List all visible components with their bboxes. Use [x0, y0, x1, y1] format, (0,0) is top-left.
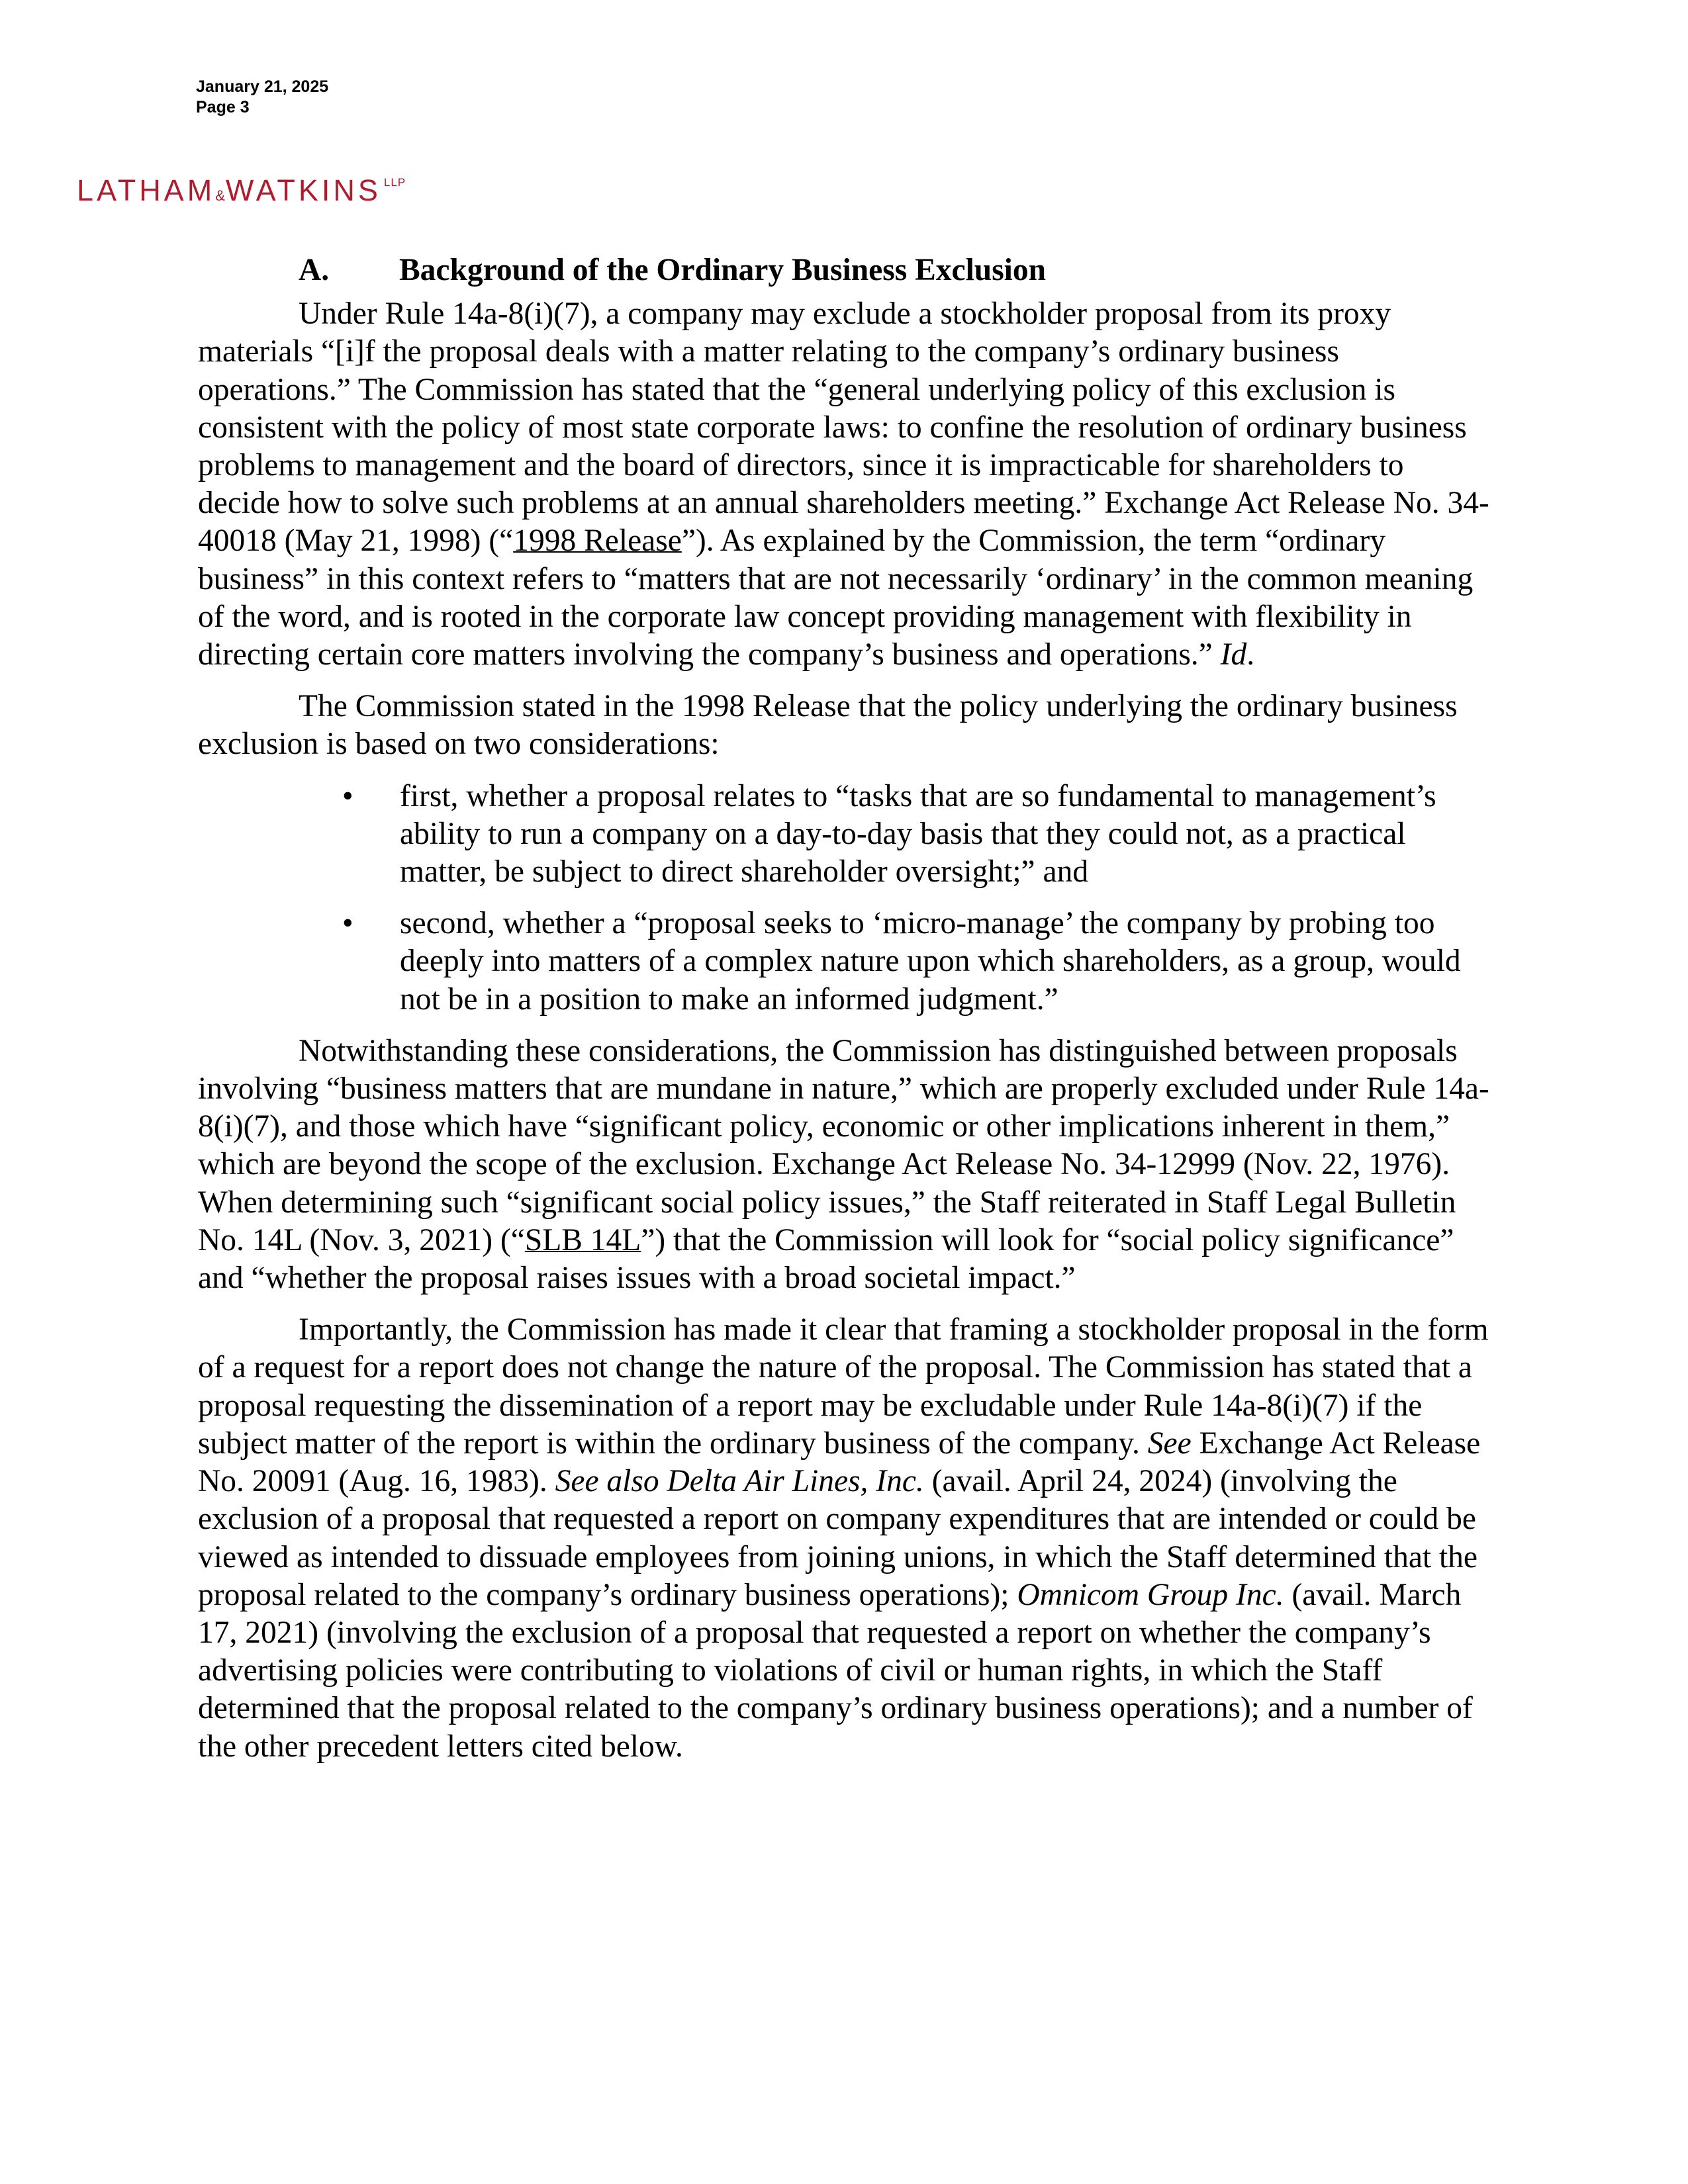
logo-llp: LLP	[383, 176, 406, 189]
paragraph-1	[198, 295, 1492, 674]
page-header	[196, 77, 328, 118]
p1-text-3: .	[1246, 637, 1255, 672]
list-item-text: first, whether a proposal relates to “tasks that are so fundamental to management’s ability to run a company on a day-to-day basis that they could not, as a practical matter, be subject to direct shareholder oversight;” and	[400, 778, 1436, 889]
p3-text-1: Notwithstanding these considerations, the Commission has distinguished between proposals involving “business matters that are mundane in nature,” which are properly excluded under Rule 14a-8(i)(7), and those which have “significant policy, economic or other implications inherent in them,” which are beyond the scope of the exclusion. Exchange Act Release No. 34-12999 (Nov. 22, 1976). When determining such “significant social policy issues,” the Staff reiterated in Staff Legal Bulletin No. 14L (Nov. 3, 2021) (“	[198, 1033, 1489, 1257]
citation-id: Id	[1220, 637, 1247, 672]
p1-text-1: Under Rule 14a-8(i)(7), a company may exclude a stockholder proposal from its proxy materials “[i]f the proposal deals with a matter relating to the company’s ordinary business operations.” The Commission has stated that the “general underlying policy of this exclusion is consistent with the policy of most state corporate laws: to confine the resolution of ordinary business problems to management and the board of directors, since it is impracticable for shareholders to decide how to solve such problems at an annual shareholders meeting.” Exchange Act Release No. 34-40018 (May 21, 1998) (“	[198, 296, 1489, 559]
p1-text-2: ”). As explained by the Commission, the term “ordinary business” in this context refers to “matters that are not necessarily ‘ordinary’ in the common meaning of the word, and is rooted in the corporate law concept providing management with flexibility in directing certain core matters involving the company’s business and operations.”	[198, 523, 1474, 672]
section-heading	[198, 251, 1492, 289]
section-letter: A.	[299, 253, 330, 287]
section-title: Background of the Ordinary Business Exclusion	[399, 253, 1047, 287]
p4-text-1: Importantly, the Commission has made it clear that framing a stockholder proposal in the form of a request for a report does not change the nature of the proposal. The Commission has stated that a proposal requesting the dissemination of a report may be excludable under Rule 14a-8(i)(7) if the subject matter of the report is within the ordinary business of the company.	[198, 1312, 1489, 1461]
p4-text-3: (avail. April 24, 2024) (involving the exclusion of a proposal that requested a report on company expenditures that are intended or could be viewed as intended to dissuade employees from joining unions, in which the Staff determined that the proposal related to the company’s ordinary business operations);	[198, 1464, 1478, 1612]
list-item-text: second, whether a “proposal seeks to ‘micro-manage’ the company by probing too deeply into matters of a complex nature upon which shareholders, as a group, would not be in a position to make an informed judgment.”	[400, 906, 1461, 1017]
considerations-list	[198, 778, 1492, 1019]
citation-omnicom: Omnicom Group Inc.	[1017, 1577, 1284, 1612]
bullet-icon: •	[342, 906, 353, 941]
p3-text-2: ”) that the Commission will look for “social policy significance” and “whether the proposal raises issues with a broad societal impact.”	[198, 1222, 1454, 1296]
defined-term-1998-release: 1998 Release	[513, 523, 682, 559]
header-date: January 21, 2025	[196, 77, 329, 96]
list-item	[198, 905, 1492, 1019]
list-item	[198, 778, 1492, 891]
document-body	[198, 251, 1492, 1780]
bullet-icon: •	[342, 778, 353, 813]
logo-watkins: WATKINS	[225, 173, 381, 207]
p4-text-2: Exchange Act Release No. 20091 (Aug. 16, 1983).	[198, 1426, 1481, 1499]
logo-latham: LATHAM	[77, 173, 216, 207]
p4-text-4: (avail. March 17, 2021) (involving the exclusion of a proposal that requested a report on whether the company’s advertising policies were contributing to violations of civil or human rights, in which the Staff determined that the proposal related to the company’s ordinary business operations); and a number of the other precedent letters cited below.	[198, 1577, 1473, 1764]
paragraph-3	[198, 1032, 1492, 1297]
paragraph-2: The Commission stated in the 1998 Release that the policy underlying the ordinary business exclusion is based on two considerations:	[198, 689, 1458, 762]
logo-ampersand: &	[215, 187, 226, 204]
citation-delta-air-lines: See also Delta Air Lines, Inc.	[555, 1464, 924, 1499]
latham-watkins-logo	[77, 173, 406, 208]
paragraph-4	[198, 1311, 1492, 1765]
header-page-number: Page 3	[196, 98, 250, 116]
defined-term-slb-14l: SLB 14L	[524, 1222, 641, 1257]
citation-see: See	[1147, 1426, 1192, 1461]
